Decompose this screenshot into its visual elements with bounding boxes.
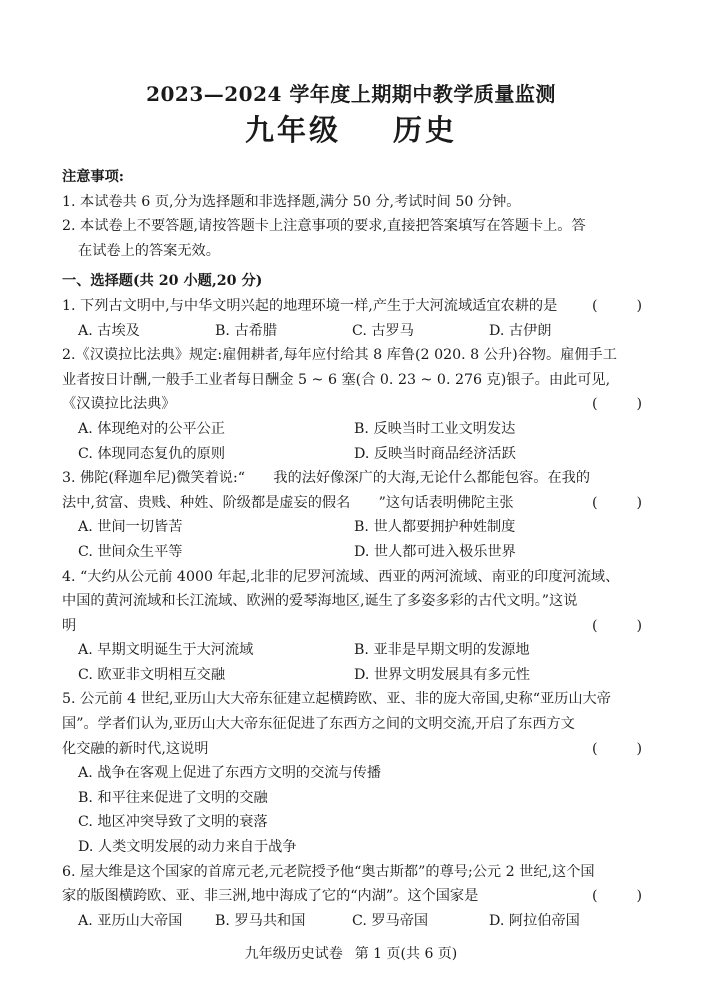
question-3-options-row-2	[62, 540, 642, 565]
question-4-options-row-1	[62, 638, 642, 663]
question-4-stem-line-2: 中国的黄河流域和长江流域、欧洲的爱琴海地区,诞生了多姿多彩的古代文明。”这说	[62, 593, 578, 610]
question-4-stem-line-3: 明	[62, 617, 77, 634]
option: D. 人类文明发展的动力来自于战争	[78, 839, 297, 856]
option: B. 和平往来促进了文明的交融	[78, 789, 268, 806]
note-item-1: 1. 本试卷共 6 页,分为选择题和非选择题,满分 50 分,考试时间 50 分钟。	[62, 193, 521, 210]
question-5-stem-line-3: 化交融的新时代,这说明	[62, 740, 209, 757]
option: A. 体现绝对的公平公正	[78, 420, 225, 437]
option: B. 世人都要拥护种姓制度	[354, 519, 516, 536]
option: A. 世间一切皆苦	[78, 519, 183, 536]
exam-title: 2023—2024 学年度上期期中教学质量监测	[146, 82, 556, 106]
answer-paren: ( )	[592, 740, 642, 757]
option: D. 反映当时商品经济活跃	[354, 445, 516, 462]
option: C. 体现同态复仇的原则	[78, 445, 226, 462]
option: D. 世界文明发展具有多元性	[354, 666, 530, 683]
answer-paren: ( )	[592, 396, 642, 413]
note-item-2-cont: 在试卷上的答案无效。	[78, 242, 220, 259]
option: A. 亚历山大帝国	[78, 912, 183, 929]
option: A. 早期文明诞生于大河流域	[78, 642, 254, 659]
option: B. 罗马共和国	[215, 912, 306, 929]
question-1-options	[62, 319, 642, 344]
question-3	[62, 466, 642, 515]
question-1-stem: 1. 下列古文明中,与中华文明兴起的地理环境一样,产生于大河流域适宜农耕的是	[62, 297, 558, 314]
question-6-stem-line-2: 家的版图横跨欧、亚、非三洲,地中海成了它的“内湖”。这个国家是	[62, 888, 479, 905]
question-3-options-row-1	[62, 515, 642, 540]
option: B. 反映当时工业文明发达	[354, 420, 516, 437]
option: D. 世人都可进入极乐世界	[354, 543, 516, 560]
grade-label: 九年级	[244, 113, 341, 147]
option: C. 古罗马	[352, 322, 414, 339]
answer-paren: ( )	[592, 494, 642, 511]
answer-paren: ( )	[592, 297, 642, 314]
option: B. 亚非是早期文明的发源地	[354, 642, 530, 659]
page-footer	[0, 943, 702, 963]
option: C. 世间众生平等	[78, 543, 183, 560]
option: B. 古希腊	[215, 322, 278, 339]
option: D. 阿拉伯帝国	[489, 912, 580, 929]
subject-label: 历史	[393, 113, 458, 147]
question-3-stem-line-1: 3. 佛陀(释迦牟尼)微笑着说:“ 我的法好像深广的大海,无论什么都能包容。在我的	[62, 470, 591, 487]
question-6	[62, 860, 642, 909]
option: C. 罗马帝国	[352, 912, 429, 929]
option: C. 欧亚非文明相互交融	[78, 666, 226, 683]
note-item-2: 2. 本试卷上不要答题,请按答题卡上注意事项的要求,直接把答案填写在答题卡上。答	[62, 218, 586, 235]
question-4-options-row-2	[62, 663, 642, 688]
question-2-options-row-1	[62, 417, 642, 442]
option: A. 古埃及	[78, 322, 140, 339]
option: C. 地区冲突导致了文明的衰落	[78, 814, 268, 831]
question-2-stem-line-3: 《汉谟拉比法典》	[62, 396, 176, 413]
section-heading: 一、选择题(共 20 小题,20 分)	[62, 273, 263, 290]
answer-paren: ( )	[592, 617, 642, 634]
question-5-stem-line-1: 5. 公元前 4 世纪,亚历山大大帝东征建立起横跨欧、亚、非的庞大帝国,史称“亚历山大帝	[62, 691, 611, 708]
question-5-stem-line-2: 国”。学者们认为,亚历山大大帝东征促进了东西方之间的文明交流,开启了东西方文	[62, 716, 575, 733]
question-2-options-row-2	[62, 442, 642, 467]
footer-page-number: 第 1 页(共 6 页)	[354, 946, 458, 962]
question-1	[62, 294, 642, 319]
option: D. 古伊朗	[489, 322, 552, 339]
question-4	[62, 565, 642, 639]
question-5	[62, 687, 642, 761]
question-2-stem-line-1: 2.《汉谟拉比法典》规定:雇佣耕者,每年应付给其 8 库鲁(2 020. 8 公升)谷物。雇佣手工	[62, 347, 617, 364]
question-2	[62, 343, 642, 417]
notes-heading: 注意事项:	[62, 169, 124, 185]
question-3-stem-line-2: 法中,贫富、贵贱、种姓、阶级都是虚妄的假名 ”这句话表明佛陀主张	[62, 494, 514, 511]
question-4-stem-line-1: 4. “大约从公元前 4000 年起,北非的尼罗河流域、西亚的两河流域、南亚的印度河流域、	[62, 568, 620, 585]
option: A. 战争在客观上促进了东西方文明的交流与传播	[78, 765, 382, 782]
exam-content	[62, 165, 642, 933]
question-2-stem-line-2: 业者按日计酬,一般手工业者每日酬金 5 ~ 6 塞(合 0. 23 ~ 0. 276 克)银子。由此可见,	[62, 371, 611, 388]
question-6-options	[62, 909, 642, 934]
footer-exam-name: 九年级历史试卷	[244, 946, 343, 962]
exam-subtitle	[0, 108, 702, 149]
question-6-stem-line-1: 6. 屋大维是这个国家的首席元老,元老院授予他“奥古斯都”的尊号;公元 2 世纪,这个国	[62, 863, 595, 880]
answer-paren: ( )	[592, 888, 642, 905]
